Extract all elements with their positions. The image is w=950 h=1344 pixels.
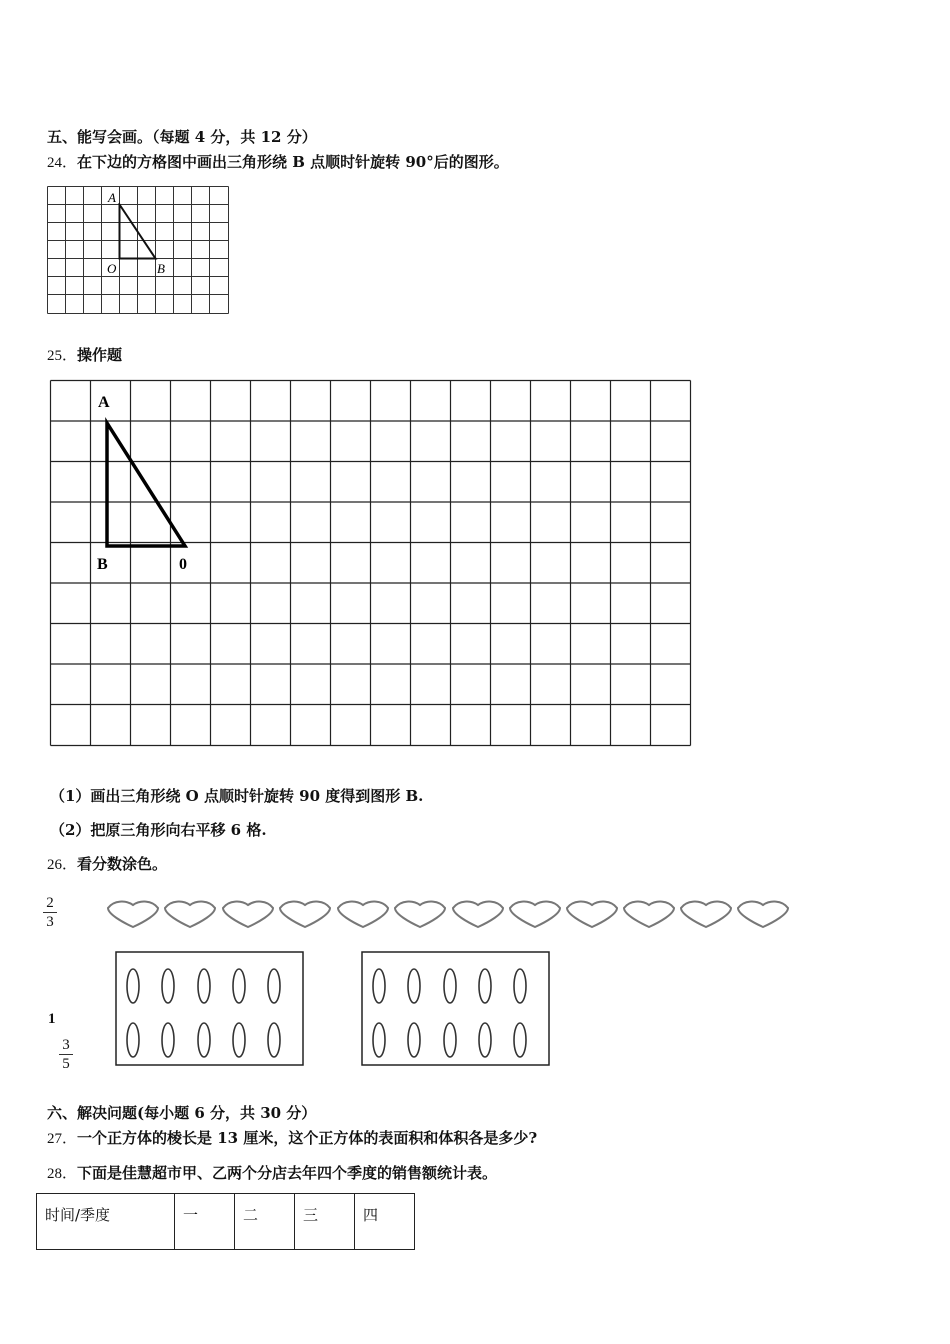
q24-label-b: B [157,261,165,276]
q26-fraction-two-thirds [43,895,57,930]
q25-prompt [47,346,122,365]
q25-text: 操作题 [77,346,123,364]
sales-table-header-cell: 三 [295,1194,355,1250]
q26-frac2-numerator: 3 [62,1037,70,1053]
q28-number: 28． [47,1166,78,1182]
q27-number: 27． [47,1131,78,1147]
sales-table [36,1193,415,1250]
q27-prompt [47,1129,537,1148]
q26-oval-box-right [361,951,551,1068]
sales-table-header-cell: 时间/季度 [37,1194,175,1250]
q24-prompt [47,153,509,172]
q26-fraction-three-fifths [59,1037,73,1072]
q24-label-a: A [108,190,116,205]
sales-table-header-cell: 四 [355,1194,415,1250]
q26-frac2-denominator: 5 [62,1056,70,1072]
q24-text: 在下边的方格图中画出三角形绕 B 点顺时针旋转 90°后的图形。 [77,153,509,171]
q25-label-a: A [98,394,110,411]
q28-prompt [47,1164,497,1183]
q26-number: 26． [47,857,78,873]
q25-label-o: 0 [179,556,187,573]
sales-table-header-row [37,1194,415,1250]
q26-whole-one: 1 [48,1011,56,1027]
q28-text: 下面是佳慧超市甲、乙两个分店去年四个季度的销售额统计表。 [77,1164,498,1182]
section6-heading: 六、解决问题(每小题 6 分，共 30 分） [47,1104,317,1122]
q25-sub2: （2）把原三角形向右平移 6 格. [50,821,267,839]
sales-table-header-cell: 二 [235,1194,295,1250]
q26-hearts [100,895,790,935]
q26-frac1-numerator: 2 [46,895,54,911]
q25-grid [50,380,692,748]
q26-frac1-denominator: 3 [46,914,54,930]
q25-label-b: B [97,556,108,573]
sales-table-header-cell: 一 [175,1194,235,1250]
q26-oval-box-left [115,951,305,1068]
q24-label-o: O [107,261,117,276]
q24-grid [47,186,230,316]
q25-sub1: （1）画出三角形绕 O 点顺时针旋转 90 度得到图形 B. [50,787,424,805]
q24-number: 24． [47,155,78,171]
q25-triangle [107,423,185,546]
q26-text: 看分数涂色。 [77,855,168,873]
section5-heading: 五、能写会画。（每题 4 分，共 12 分） [47,128,317,146]
q27-text: 一个正方体的棱长是 13 厘米，这个正方体的表面积和体积各是多少? [77,1129,538,1147]
q25-number: 25． [47,348,78,364]
q26-prompt [47,855,167,874]
